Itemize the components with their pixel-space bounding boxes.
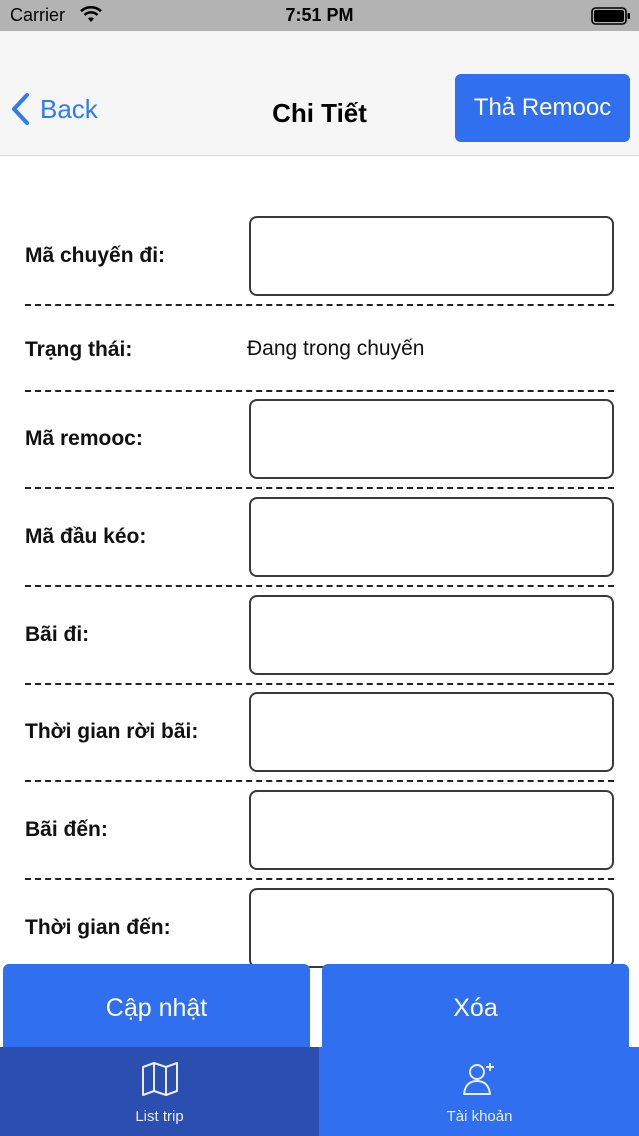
trailer-code-field[interactable] (249, 399, 614, 479)
status-label: Trạng thái: (25, 338, 133, 361)
tab-account-label: Tài khoản (446, 1108, 513, 1125)
battery-icon (591, 7, 631, 25)
divider (25, 304, 614, 306)
tractor-code-label: Mã đầu kéo: (25, 525, 147, 548)
tab-list-trip[interactable] (0, 1047, 319, 1136)
tab-list-trip-label: List trip (135, 1108, 184, 1125)
origin-yard-row (25, 595, 614, 677)
divider (25, 390, 614, 392)
divider (25, 683, 614, 685)
trip-code-field[interactable] (249, 216, 614, 296)
tractor-code-field[interactable] (249, 497, 614, 577)
departure-time-field[interactable] (249, 692, 614, 772)
page-title: Chi Tiết (272, 98, 367, 128)
destination-yard-label: Bãi đến: (25, 818, 108, 841)
arrival-time-field[interactable] (249, 888, 614, 968)
tab-bar (0, 1047, 639, 1136)
release-trailer-button[interactable]: Thả Remooc (455, 74, 630, 142)
destination-yard-row (25, 790, 614, 872)
clock-time: 7:51 PM (285, 5, 354, 25)
trip-code-row (25, 216, 614, 298)
tractor-code-row (25, 497, 614, 579)
trip-code-label: Mã chuyến đi: (25, 244, 166, 267)
status-value: Đang trong chuyến (247, 337, 425, 360)
departure-time-label: Thời gian rời bãi: (25, 720, 199, 743)
status-bar (0, 0, 639, 31)
trip-detail-form (0, 156, 639, 966)
action-bar (0, 964, 639, 1054)
arrival-time-label: Thời gian đến: (25, 916, 171, 939)
arrival-time-row (25, 888, 614, 966)
delete-button[interactable]: Xóa (322, 964, 629, 1054)
tab-account[interactable] (320, 1047, 639, 1136)
origin-yard-field[interactable] (249, 595, 614, 675)
trailer-code-row (25, 399, 614, 481)
divider (25, 585, 614, 587)
origin-yard-label: Bãi đi: (25, 623, 90, 646)
back-label: Back (40, 93, 98, 124)
map-icon (141, 1061, 179, 1102)
divider (25, 780, 614, 782)
destination-yard-field[interactable] (249, 790, 614, 870)
departure-time-row (25, 692, 614, 774)
status-row (25, 316, 614, 386)
trailer-code-label: Mã remooc: (25, 427, 143, 450)
add-user-icon (462, 1061, 498, 1102)
divider (25, 487, 614, 489)
navigation-bar (0, 31, 639, 156)
carrier-label: Carrier (10, 5, 66, 25)
update-button[interactable]: Cập nhật (3, 964, 310, 1054)
divider (25, 878, 614, 880)
